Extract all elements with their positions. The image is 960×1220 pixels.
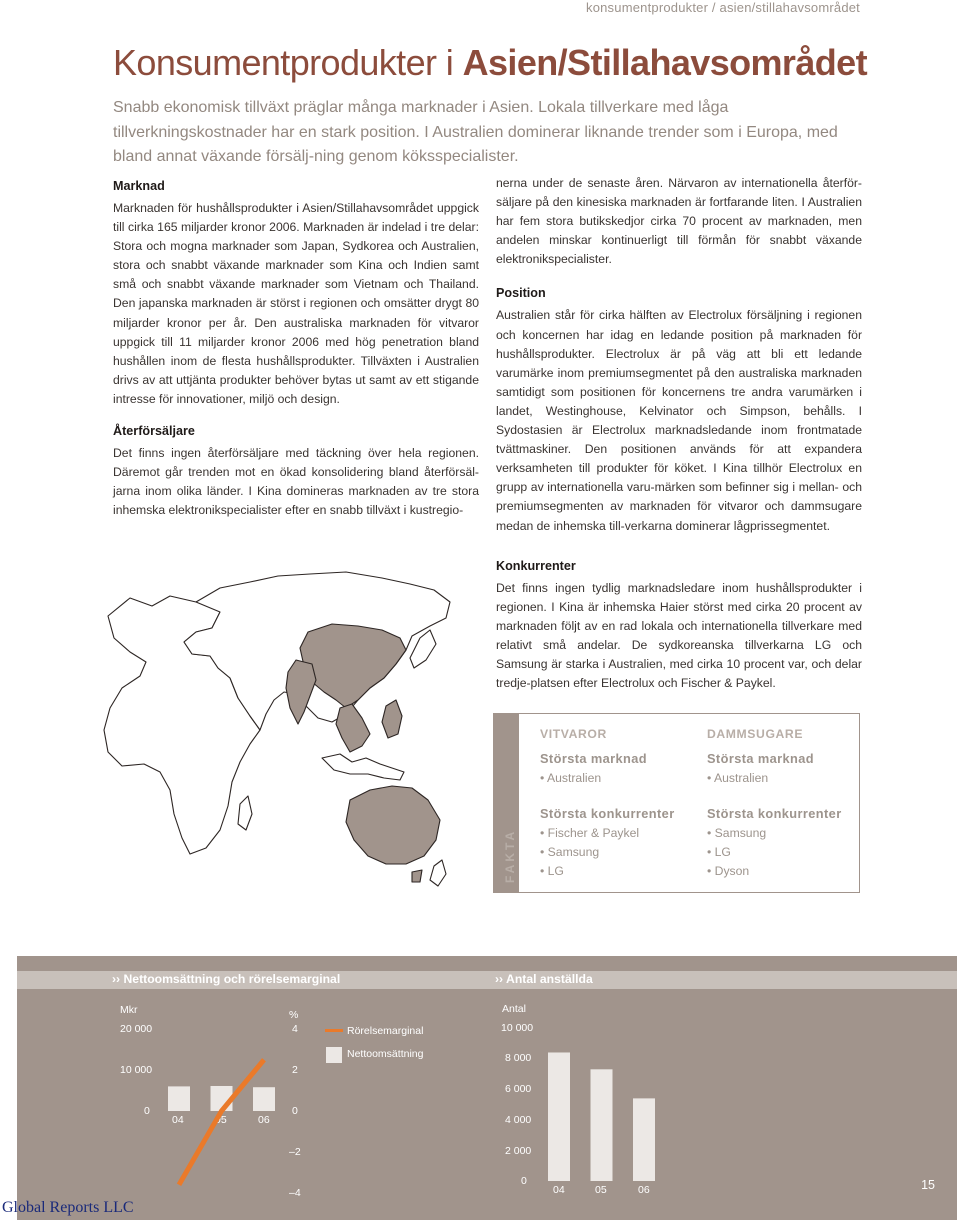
sales-bar	[168, 1086, 190, 1111]
map-japan	[410, 630, 436, 668]
x-tick: 05	[215, 1114, 227, 1126]
fact-column-vitvaror	[540, 725, 675, 881]
fact-competitors-label: Största konkurrenter	[540, 806, 675, 821]
x-tick: 05	[595, 1184, 607, 1196]
text-aterforsaljare-continued: nerna under de senaste åren. Närvaron av internationella återför-säljare på den kinesiska marknaden är fortfarande liten. I Australien har fem stora butikskedjor cirka 70 procent av marknaden, men andelen minskar kontinuerligt till förmån för snabbt växande elektronikspecialister.	[496, 176, 862, 267]
tick-left: 0	[144, 1105, 150, 1117]
fact-heading-vitvaror: VITVAROR	[540, 727, 607, 741]
axis-label-mkr: Mkr	[120, 1004, 138, 1016]
fact-competitor-item: • LG	[540, 862, 675, 881]
lead-paragraph	[113, 96, 873, 170]
column-right-top	[496, 174, 862, 536]
column-left	[113, 178, 479, 520]
lead-text: Snabb ekonomisk tillväxt präglar många marknader i Asien. Lokala tillverkare med låga tillverkningskostnader har en stark position. I Australien dominerar liknande trender som i Europa, med bland annat växande försälj-ning genom köksspecialister.	[113, 99, 838, 165]
legend-label-sales: Nettoomsättning	[347, 1048, 424, 1060]
fact-competitor-item: • LG	[707, 843, 842, 862]
map-madagascar	[238, 796, 252, 830]
x-tick: 06	[258, 1114, 270, 1126]
map-tasmania-highlight	[412, 870, 422, 882]
heading-marknad: Marknad	[113, 179, 165, 193]
tick-employees: 2 000	[505, 1145, 532, 1157]
employees-bar	[633, 1098, 655, 1181]
margin-line	[179, 1060, 264, 1185]
sales-bar	[253, 1087, 275, 1111]
fact-competitor-item: • Dyson	[707, 862, 842, 881]
x-tick: 04	[553, 1184, 565, 1196]
charts-canvas	[17, 956, 957, 1220]
tick-right: 0	[292, 1105, 298, 1117]
fact-box-inner	[519, 713, 860, 893]
title-bold: Asien/Stillahavsområdet	[462, 42, 867, 83]
fact-competitor-item: • Fischer & Paykel	[540, 824, 675, 843]
employees-bar	[591, 1069, 613, 1181]
tick-left: 20 000	[120, 1023, 153, 1035]
tick-employees: 6 000	[505, 1083, 532, 1095]
x-tick: 04	[172, 1114, 184, 1126]
axis-label-antal: Antal	[502, 1003, 526, 1015]
footer-credit: Global Reports LLC	[2, 1199, 134, 1216]
fact-largest-label: Största marknad	[540, 751, 647, 766]
legend-label-margin: Rörelsemarginal	[347, 1025, 424, 1037]
text-konkurrenter: Det finns ingen tydlig marknadsledare inom hushållsprodukter i regionen. I Kina är inhemska Haier störst med cirka 20 procent av marknaden följt av en rad lokala och internationella tillverkare med relativt små andelar. De sydkoreanska tillverkarna LG och Samsung är starka i Australien, med cirka 10 procent var, och delar tredje-platsen efter Electrolux och Fischer & Paykel.	[496, 581, 862, 691]
tick-right: –4	[289, 1187, 301, 1199]
tick-right: 2	[292, 1064, 298, 1076]
tick-employees: 0	[521, 1175, 527, 1187]
column-right-bottom	[496, 558, 862, 694]
tick-employees: 8 000	[505, 1052, 532, 1064]
employees-bar	[548, 1052, 570, 1181]
tick-left: 10 000	[120, 1064, 153, 1076]
page-number: 15	[921, 1178, 935, 1192]
axis-label-percent: %	[289, 1009, 299, 1021]
tick-employees: 4 000	[505, 1114, 532, 1126]
tick-employees: 10 000	[501, 1022, 534, 1034]
section-header: konsumentprodukter / asien/stillahavsområdet	[586, 0, 860, 15]
map-new-zealand	[430, 860, 446, 886]
text-marknad: Marknaden för hushållsprodukter i Asien/Stillahavsområdet uppgick till cirka 165 miljarder kronor 2006. Marknaden är indelad i tre delar: Stora och mogna marknader som Japan, Sydkorea och Australien, stora och snabbt växande marknader som Kina och Indien samt små och snabbt växande marknader som Vietnam och Thailand. Den japanska marknaden är störst i regionen och omsätter drygt 80 miljarder kronor per år. Den australiska marknaden för vitvaror uppgick till 11 miljarder kronor 2006 med hög penetration bland hushållen inom de flesta hushållsprodukter. Tillväxten i Australien drivs av att uttjänta produkter behöver bytas ut samt av ett stigande intresse för innovationer, miljö och design.	[113, 201, 479, 406]
text-position: Australien står för cirka hälften av Electrolux försäljning i regionen och koncernen har idag en ledande position på marknaden för hushållsprodukter. Electrolux är på väg att bli ett ledande varumärke inom premiumsegmentet på den australiska marknaden samtidigt som positionen för koncernens tre andra varumärken i landet, Westinghouse, Kelvinator och Simpson, behålls. I Sydostasien är Electrolux marknadsledande inom frontmatade tvättmaskiner. Den positionen används för att expandera verksamheten till produkter för köket. I Kina tillhör Electrolux en grupp av internationella varu-märken som befinner sig i mellan- och premiumsegmenten av marknaden för vitvaror och dammsugare medan de inhemska till-verkarna dominerar lågprissegmentet.	[496, 308, 862, 533]
fact-largest-item: • Australien	[707, 769, 842, 788]
region-map	[100, 568, 460, 918]
tick-right: 4	[292, 1023, 298, 1035]
tick-right: –2	[289, 1146, 301, 1158]
fact-tag-label: FAKTA	[503, 828, 517, 883]
x-tick: 06	[638, 1184, 650, 1196]
page-title	[113, 42, 867, 84]
fact-largest-label: Största marknad	[707, 751, 814, 766]
fact-box	[493, 713, 860, 893]
heading-aterforsaljare: Återförsäljare	[113, 424, 195, 439]
title-light: Konsumentprodukter i	[113, 42, 463, 83]
chart-panel	[17, 956, 957, 1220]
fact-competitor-item: • Samsung	[707, 824, 842, 843]
map-india-highlight	[286, 660, 316, 724]
fact-largest-item: • Australien	[540, 769, 675, 788]
heading-konkurrenter: Konkurrenter	[496, 559, 576, 573]
fact-heading-dammsugare: DAMMSUGARE	[707, 727, 804, 741]
chart-title-sales: ›› Nettoomsättning och rörelsemarginal	[112, 972, 341, 986]
map-philippines-highlight	[382, 700, 402, 738]
chart-title-employees: ›› Antal anställda	[495, 972, 593, 986]
fact-competitors-label: Största konkurrenter	[707, 806, 842, 821]
map-southeast-asia-highlight	[336, 704, 370, 752]
heading-position: Position	[496, 286, 546, 301]
fact-competitor-item: • Samsung	[540, 843, 675, 862]
map-indonesia	[322, 754, 404, 780]
fact-column-dammsugare	[707, 725, 842, 881]
map-australia-highlight	[346, 786, 440, 864]
text-aterforsaljare: Det finns ingen återförsäljare med täckning över hela regionen. Däremot går trenden mot en ökad konsolidering bland återförsäl-jarna inom olika länder. I Kina domineras marknaden av tre stora inhemska elektronikspecialister efter en snabb tillväxt i kustregio-	[113, 446, 479, 518]
